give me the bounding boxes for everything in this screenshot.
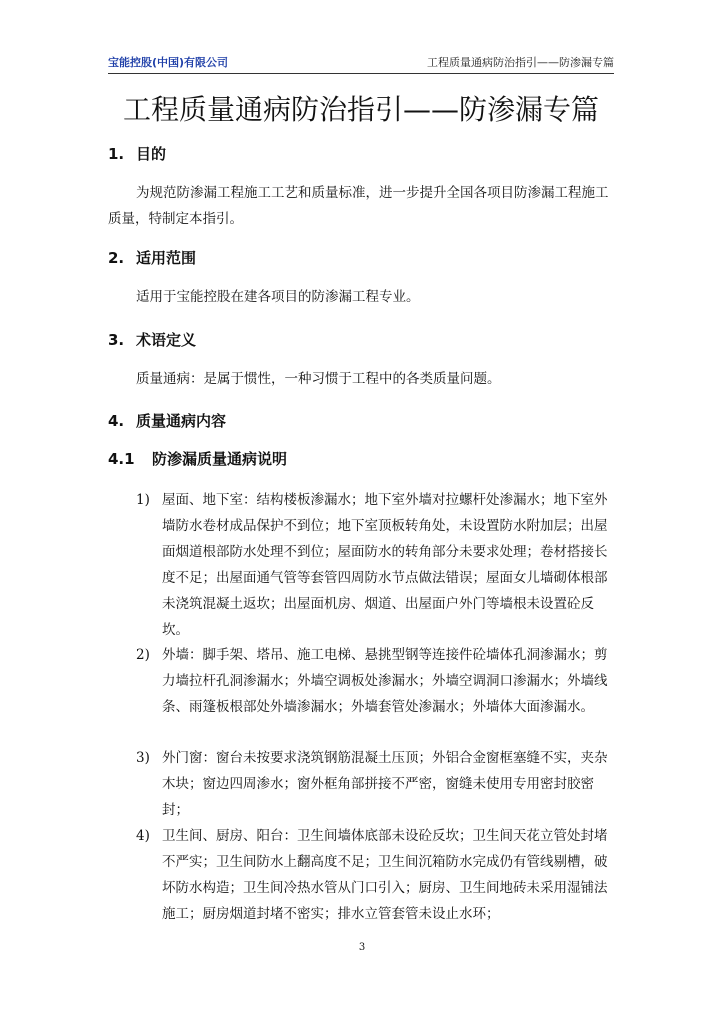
section-number: 4. <box>108 412 125 430</box>
list-item-text: 外门窗：窗台未按要求浇筑钢筋混凝土压顶；外铝合金窗框塞缝不实，夹杂木块；窗边四周渗水；窗外框角部拼接不严密，窗缝未使用专用密封胶密封； <box>162 750 608 818</box>
section-title: 质量通病内容 <box>136 412 227 430</box>
list-item-number: 3) <box>136 750 150 766</box>
section-heading-3 <box>108 329 196 350</box>
section-text-3: 质量通病：是属于惯性，一种习惯于工程中的各类质量问题。 <box>136 371 501 387</box>
list-item-text: 外墙：脚手架、塔吊、施工电梯、悬挑型钢等连接件砼墙体孔洞渗漏水；剪力墙拉杆孔洞渗漏水；外墙空调板处渗漏水；外墙空调洞口渗漏水；外墙线条、雨篷板根部处外墙渗漏水；外墙套管处渗漏水；外墙体大面渗漏水。 <box>162 647 608 715</box>
subsection-title: 防渗漏质量通病说明 <box>152 450 288 468</box>
section-text-2: 适用于宝能控股在建各项目的防渗漏工程专业。 <box>136 289 420 305</box>
header-doc-title: 工程质量通病防治指引——防渗漏专篇 <box>427 56 614 69</box>
section-title: 目的 <box>136 145 167 163</box>
section-heading-2 <box>108 247 196 268</box>
list-item-number: 1) <box>136 492 150 508</box>
page-header <box>108 52 614 74</box>
section-heading-1 <box>108 143 166 164</box>
list-item-number: 4) <box>136 828 150 844</box>
page-number: 3 <box>358 942 366 953</box>
list-item <box>136 745 616 823</box>
section-heading-4 <box>108 410 226 431</box>
section-title: 适用范围 <box>136 249 197 267</box>
section-text-1: 为规范防渗漏工程施工工艺和质量标准，进一步提升全国各项目防渗漏工程施工质量，特制定本指引。 <box>108 185 609 227</box>
list-item <box>136 487 616 643</box>
list-item-number: 2) <box>136 647 150 663</box>
document-title: 工程质量通病防治指引——防渗漏专篇 <box>122 93 599 126</box>
subsection-heading <box>108 448 287 469</box>
section-title: 术语定义 <box>136 331 197 349</box>
section-number: 1. <box>108 145 125 163</box>
subsection-number: 4.1 <box>108 450 135 468</box>
list-item <box>136 823 616 927</box>
company-name: 宝能控股(中国)有限公司 <box>108 56 229 69</box>
list-item-text: 屋面、地下室：结构楼板渗漏水；地下室外墙对拉螺杆处渗漏水；地下室外墙防水卷材成品保护不到位；地下室顶板转角处，未设置防水附加层；出屋面烟道根部防水处理不到位；屋面防水的转角部分未要求处理；卷材搭接长度不足；出屋面通气管等套管四周防水节点做法错误；屋面女儿墙砌体根部未浇筑混凝土返坎；出屋面机房、烟道、出屋面户外门等墙根未设置砼反坎。 <box>162 492 608 638</box>
list-item-text: 卫生间、厨房、阳台：卫生间墙体底部未设砼反坎；卫生间天花立管处封堵不严实；卫生间防水上翻高度不足；卫生间沉箱防水完成仍有管线剔槽，破坏防水构造；卫生间冷热水管从门口引入；厨房、卫生间地砖未采用湿铺法施工；厨房烟道封堵不密实；排水立管套管未设止水环； <box>162 828 608 922</box>
section-number: 2. <box>108 249 125 267</box>
list-item <box>136 642 616 720</box>
section-number: 3. <box>108 331 125 349</box>
